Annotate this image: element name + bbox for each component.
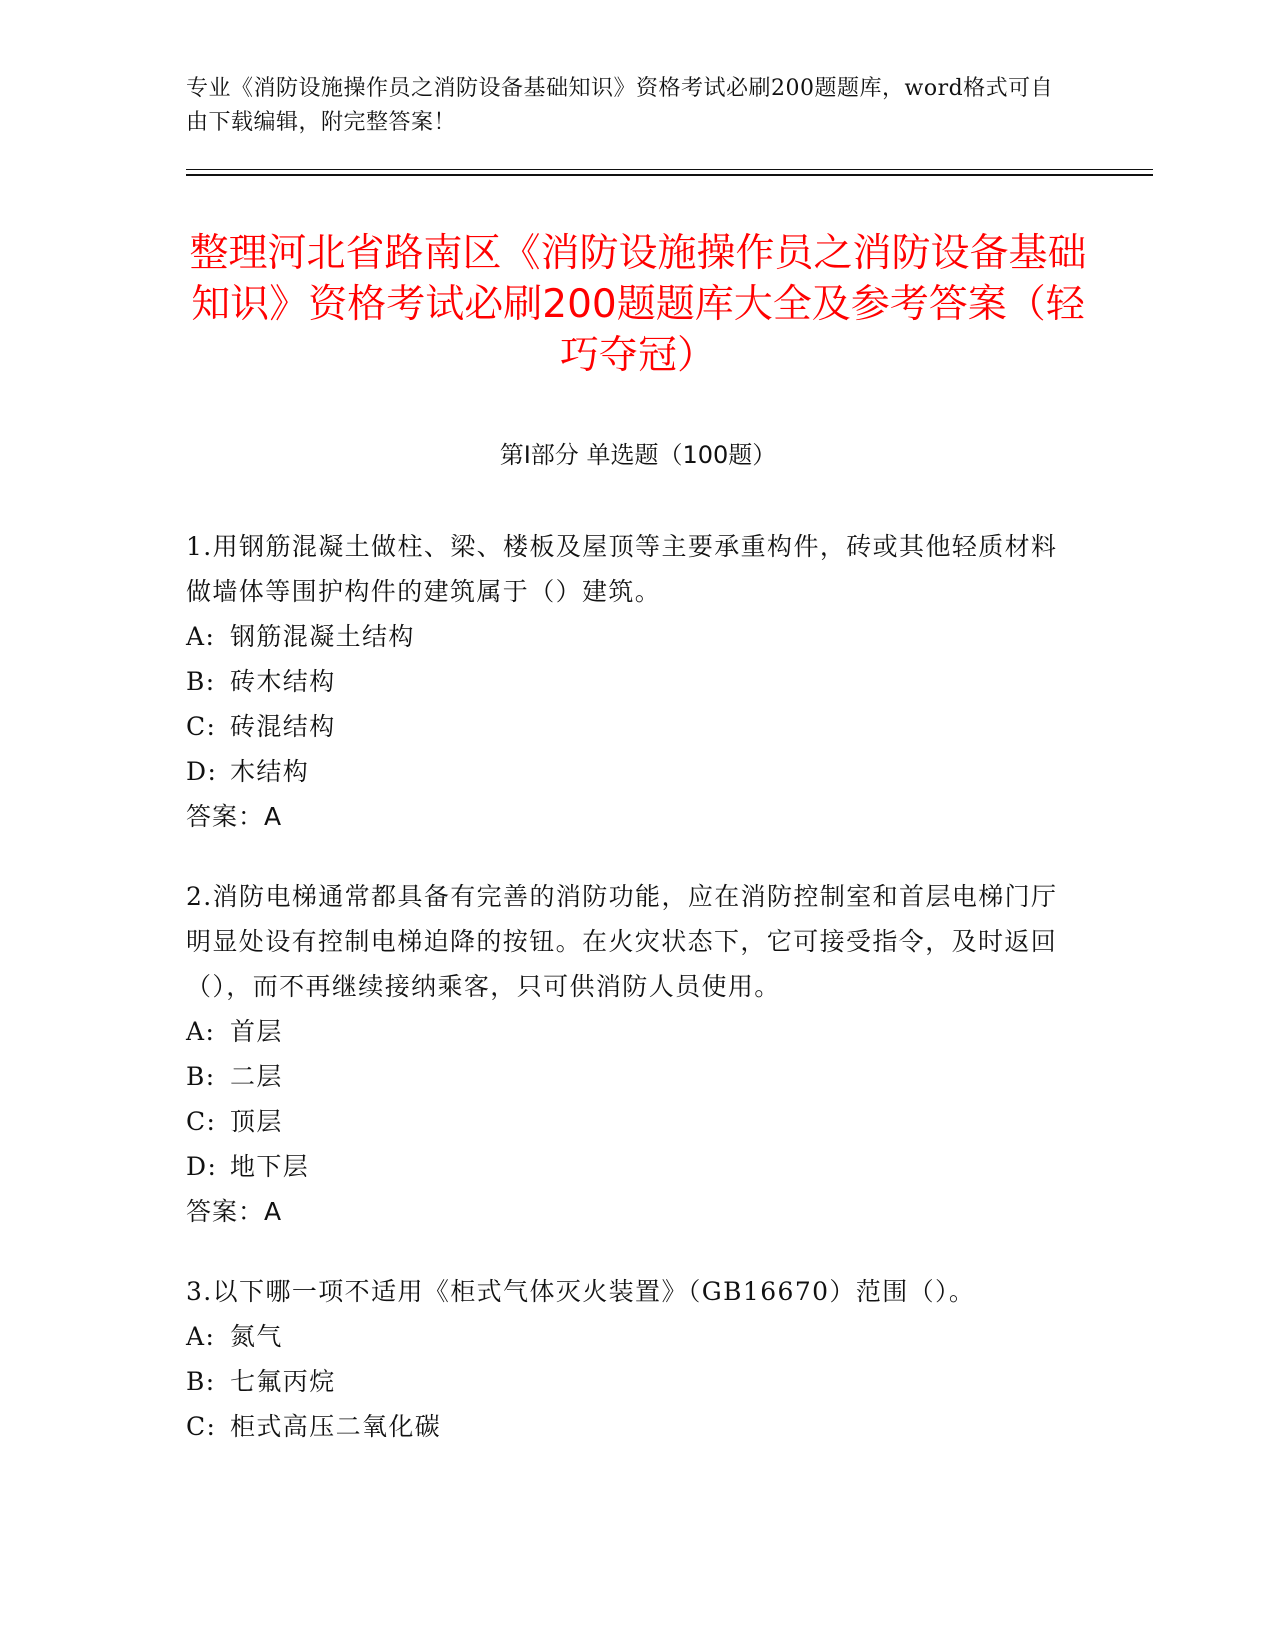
option-a — [186, 1314, 1066, 1359]
header-note: 专业《消防设施操作员之消防设备基础知识》资格考试必刷200题题库，word格式可自由下载编辑，附完整答案！ — [186, 76, 1054, 135]
option-text: 钢筋混凝土结构 — [230, 622, 415, 651]
question-stem: 1.用钢筋混凝土做柱、梁、楼板及屋顶等主要承重构件，砖或其他轻质材料做墙体等围护构件的建筑属于（）建筑。 — [186, 532, 1058, 606]
option-key: B: — [186, 1367, 216, 1396]
option-text: 地下层 — [230, 1152, 310, 1181]
option-text: 木结构 — [230, 757, 310, 786]
option-a — [186, 614, 1066, 659]
option-key: D: — [186, 1152, 218, 1181]
option-text: 柜式高压二氧化碳 — [230, 1412, 442, 1441]
option-key: B: — [186, 1062, 216, 1091]
question-3 — [186, 1269, 1066, 1449]
option-key: A: — [186, 1017, 216, 1046]
option-b — [186, 1054, 1066, 1099]
option-d — [186, 1144, 1066, 1189]
question-2 — [186, 874, 1066, 1234]
section-title: 第Ⅰ部分 单选题（100题） — [499, 441, 777, 469]
option-d — [186, 749, 1066, 794]
header-divider-thin — [186, 169, 1153, 170]
option-text: 首层 — [230, 1017, 283, 1046]
option-c — [186, 1099, 1066, 1144]
option-key: D: — [186, 757, 218, 786]
option-c — [186, 1404, 1066, 1449]
option-key: C: — [186, 712, 217, 741]
option-text: 砖混结构 — [230, 712, 336, 741]
answer-line: 答案：A — [186, 1197, 283, 1226]
option-text: 砖木结构 — [230, 667, 336, 696]
question-stem: 3.以下哪一项不适用《柜式气体灭火装置》（GB16670）范围（）。 — [186, 1277, 976, 1306]
answer-line: 答案：A — [186, 802, 283, 831]
option-c — [186, 704, 1066, 749]
question-list — [186, 524, 1066, 1484]
document-title: 整理河北省路南区《消防设施操作员之消防设备基础知识》资格考试必刷200题题库大全及参考答案（轻巧夺冠） — [189, 231, 1087, 378]
header-divider-thick — [186, 174, 1153, 176]
option-b — [186, 659, 1066, 704]
question-1 — [186, 524, 1066, 839]
option-text: 顶层 — [230, 1107, 283, 1136]
option-key: A: — [186, 622, 216, 651]
option-b — [186, 1359, 1066, 1404]
option-key: A: — [186, 1322, 216, 1351]
option-key: C: — [186, 1107, 217, 1136]
option-a — [186, 1009, 1066, 1054]
option-text: 氮气 — [230, 1322, 283, 1351]
option-key: C: — [186, 1412, 217, 1441]
option-text: 七氟丙烷 — [230, 1367, 336, 1396]
question-stem: 2.消防电梯通常都具备有完善的消防功能，应在消防控制室和首层电梯门厅明显处设有控制电梯迫降的按钮。在火灾状态下，它可接受指令，及时返回（），而不再继续接纳乘客，只可供消防人员使用。 — [186, 882, 1058, 1001]
option-key: B: — [186, 667, 216, 696]
option-text: 二层 — [230, 1062, 283, 1091]
